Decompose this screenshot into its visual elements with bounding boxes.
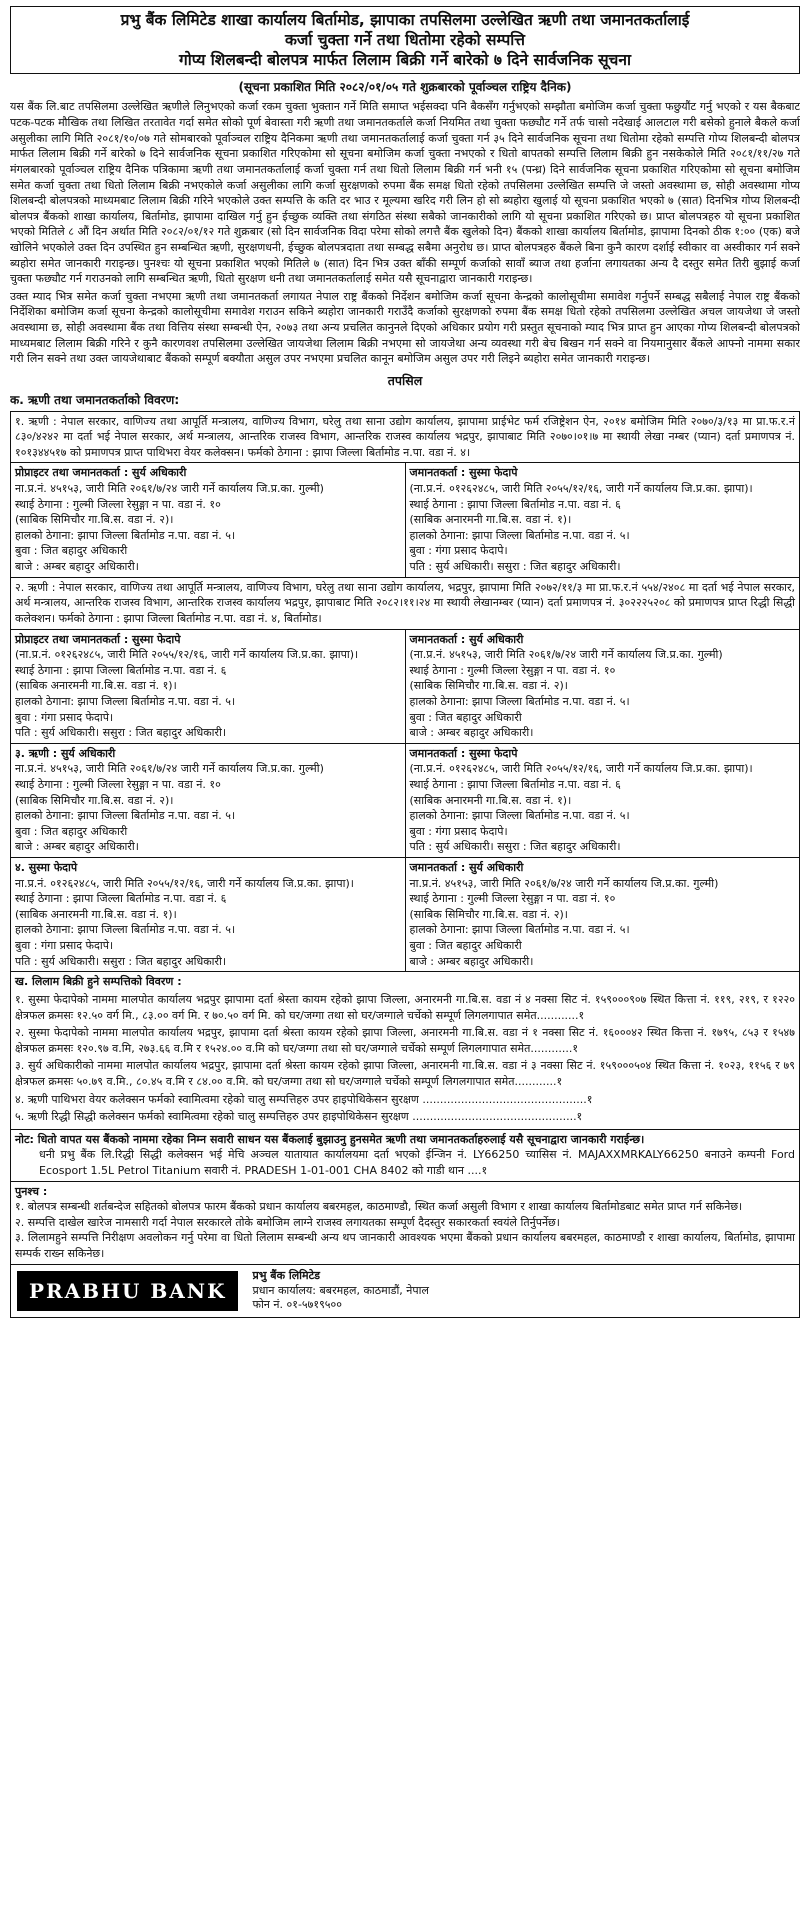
party-line: पति : सुर्य अधिकारी। ससुरा : जित बहादुर अधिकारी। bbox=[409, 560, 621, 574]
tapasil-heading: तपसिल bbox=[387, 372, 423, 388]
party-line: ना.प्र.नं. ४५१५३, जारी मिति २०६१/७/२४ जारी गर्ने कार्यालय जि.प्र.का. गुल्मी) bbox=[15, 762, 324, 776]
notice-header bbox=[10, 6, 800, 74]
postscript-heading: पुनश्च : bbox=[15, 1184, 48, 1198]
note-text: धनी प्रभु बैंक लि.रिद्धी सिद्धी कलेक्सन भई मेचि अञ्चल यातायात कार्यालयमा दर्ता भएको ईन्जिन नं. LY66250 च्यासिस नं. MAJAXXMRKALY66250 बनाउने कम्पनी Ford Ecosport 1.5L Petrol Titanium सवारी नं. PRADESH 1-01-001 CHA 8402 को गाडी थान ....१ bbox=[39, 1148, 795, 1178]
party-line: (ना.प्र.नं. ०१२६२४८५, जारी मिति २०५५/१२/१६, जारी गर्ने कार्यालय जि.प्र.का. झापा)। bbox=[409, 482, 753, 496]
postscript bbox=[11, 1181, 799, 1264]
party-line: (ना.प्र.नं. ४५१५३, जारी मिति २०६१/७/२४ जारी गर्ने कार्यालय जि.प्र.का. गुल्मी) bbox=[409, 648, 723, 662]
party-line: बुवा : जित बहादुर अधिकारी bbox=[15, 824, 128, 838]
party-line: हालको ठेगाना: झापा जिल्ला बिर्तामोड न.पा. वडा नं. ५। bbox=[409, 923, 630, 937]
note-heading: नोट: धितो वापत यस बैंकको नाममा रहेका निम्न सवारी साधन यस बैंकलाई बुझाउनु हुनसमेत ऋणी तथा जमानतकर्ताहरुलाई यसै सूचनाद्वारा जानकारी गराईन्छ। bbox=[15, 1132, 645, 1146]
intro-paragraph-2: उक्त म्याद भित्र समेत कर्जा चुक्ता नभएमा ऋणी तथा जमानतकर्ता लगायत नेपाल राष्ट्र बैंकको निर्देशन बमोजिम कर्जा सूचना केन्द्रको कालोसूचीमा समावेश गर्नुपर्ने सम्बद्ध सबैलाई नेपाल राष्ट्र बैंकको निर्देशिका बमोजिम कर्जा सूचना केन्द्रको कालोसूचीमा समावेश गराउन सकिने ब्यहोरा जानकारी गराउँदै कर्जाको सुरक्षणको रुपमा बैंक समक्ष धितो रहेको तपसिलमा उल्लेखित अचल जायजेथा जे जस्तो अवस्थामा छ, सोही अवस्थामा बैंक तथा वित्तिय संस्था सम्बन्धी ऐन, २०७३ तथा अन्य प्रचलित कानुनले दिएको अधिकार प्रयोग गरी प्रस्तुत सूचनाको म्याद भित्र प्राप्त हुन आएका गोप्य शिलबन्दी बोलपत्रको माध्यमबाट लिलाम बिक्री गरिने र कुनै कारणवश तपसिलमा उल्लेखित जायजेथा लिलाम बिक्री नभएमा सो जायजेथा अन्य व्यवस्था गरी बेच बिखन गर्न सक्ने वा नियमानुसार बैंकले आफ्नो नाममा सकार गरी लिन सक्ने तथा उक्त जायजेथाबाट बैंकको सम्पूर्ण बक्यौता असुल उपर नभएमा प्रचलित कानून बमोजिम असुल उपर गरी लिइने ब्यहोरा समेत जानकारी गराइन्छ। bbox=[10, 289, 800, 366]
party-line: ना.प्र.नं. ४५१५३, जारी मिति २०६१/७/२४ जारी गर्ने कार्यालय जि.प्र.का. गुल्मी) bbox=[15, 482, 324, 496]
party-line: हालको ठेगाना: झापा जिल्ला बिर्तामोड न.पा. वडा नं. ५। bbox=[409, 809, 630, 823]
property-item: २. सुस्मा फेदापेको नाममा मालपोत कार्यालय भद्रपुर, झापामा दर्ता श्रेस्ता कायम रहेको झापा जिल्ला, अनारमनी गा.बि.स. वडा नं १ नक्सा सिट नं. १६०००४२ स्थित कित्ता नं. १७९५, ८५३ र १५४७ क्षेत्रफल क्रमसः १२०.९७ व.मि, २७३.६६ व.मि र १५२४.०० व.मि को घर/जग्गा तथा सो घर/जग्गाले चर्चेको सम्पूर्ण लिगलगापात समेत............१ bbox=[15, 1026, 795, 1055]
party-line: स्थाई ठेगाना : गुल्मी जिल्ला रेसुङ्गा न पा. वडा नं. १० bbox=[409, 663, 616, 677]
bank-address: प्रधान कार्यालय: बबरमहल, काठमाडौं, नेपाल bbox=[252, 1283, 429, 1297]
party-line: (साबिक अनारमनी गा.बि.स. वडा नं. १)। bbox=[409, 513, 572, 527]
party-line: हालको ठेगाना: झापा जिल्ला बिर्तामोड न.पा. वडा नं. ५। bbox=[15, 809, 236, 823]
postscript-item: १. बोलपत्र सम्बन्धी शर्तबन्देज सहितको बोलपत्र फारम बैंकको प्रधान कार्यालय बबरमहल, काठमाण्डौ, स्थित कर्जा असुली विभाग र शाखा कार्यालय बिर्तामोडबाट समेत प्राप्त गर्न सकिनेछ। bbox=[15, 1200, 743, 1214]
party-line: (साबिक अनारमनी गा.बि.स. वडा नं. १)। bbox=[15, 679, 177, 693]
loan-1-right bbox=[405, 463, 800, 576]
loan-3-parties bbox=[11, 743, 799, 857]
loan-3-right bbox=[405, 744, 800, 857]
party-line: बाजे : अम्बर बहादुर अधिकारी। bbox=[409, 726, 534, 740]
property-item: ४. ऋणी पाथिभरा वेयर कलेक्सन फर्मको स्वामित्वमा रहेको चालु सम्पत्तिहरु उपर हाइपोथिकेसन सुरक्षण ...............................................१ bbox=[15, 1092, 593, 1106]
section-kha-heading: ख. लिलाम बिक्री हुने सम्पत्तिको विवरण : bbox=[15, 975, 182, 989]
party-line: हालको ठेगाना: झापा जिल्ला बिर्तामोड न.पा. वडा नं. ५। bbox=[15, 528, 236, 542]
bank-phone: फोन नं. ०१-५७१९५०० bbox=[252, 1298, 342, 1312]
loan-2-left bbox=[11, 630, 405, 743]
party-title: जमानतकर्ता : सुस्मा फेदापे bbox=[409, 466, 518, 480]
loan-2-right bbox=[405, 630, 800, 743]
party-line: (साबिक सिमिचौर गा.बि.स. वडा नं. २)। bbox=[409, 907, 568, 921]
borrower-table bbox=[10, 411, 800, 1319]
vehicle-note bbox=[11, 1129, 799, 1181]
party-line: (साबिक सिमिचौर गा.बि.स. वडा नं. २)। bbox=[409, 679, 568, 693]
party-line: हालको ठेगाना: झापा जिल्ला बिर्तामोड न.पा. वडा नं. ५। bbox=[409, 528, 630, 542]
party-line: हालको ठेगाना: झापा जिल्ला बिर्तामोड न.पा. वडा नं. ५। bbox=[15, 694, 236, 708]
party-line: स्थाई ठेगाना : गुल्मी जिल्ला रेसुङ्गा न पा. वडा नं. १० bbox=[15, 778, 221, 791]
party-title: ४. सुस्मा फेदापे bbox=[15, 861, 78, 875]
party-line: पति : सुर्य अधिकारी। ससुरा : जित बहादुर अधिकारी। bbox=[409, 840, 621, 854]
party-line: (साबिक अनारमनी गा.बि.स. वडा नं. १)। bbox=[15, 907, 177, 921]
title-line-3: गोप्य शिलबन्दी बोलपत्र मार्फत लिलाम बिक्री गर्ने बारेको ७ दिने सार्वजनिक सूचना bbox=[178, 51, 632, 70]
party-line: बुवा : जित बहादुर अधिकारी bbox=[409, 710, 522, 724]
loan-1-left bbox=[11, 463, 405, 576]
party-line: स्थाई ठेगाना : झापा जिल्ला बिर्तामोड न.पा. वडा नं. ६ bbox=[409, 778, 621, 791]
party-title: जमानतकर्ता : सुर्य अधिकारी bbox=[409, 632, 524, 646]
party-line: स्थाई ठेगाना : झापा जिल्ला बिर्तामोड न.पा. वडा नं. ६ bbox=[15, 892, 227, 906]
postscript-item: २. सम्पत्ति दाखेल खारेज नामसारी गर्दा नेपाल सरकारले तोके बमोजिम लाग्ने राजस्व लगायतका सम्पूर्ण दैदस्तुर सकारकर्ता स्वयंले तिर्नुपर्नेछ। bbox=[15, 1215, 560, 1229]
party-line: ना.प्र.नं. ०१२६२४८५, जारी मिति २०५५/१२/१६, जारी गर्ने कार्यालय जि.प्र.का. झापा)। bbox=[15, 876, 354, 890]
bank-name: प्रभु बैंक लिमिटेड bbox=[252, 1268, 321, 1282]
party-line: स्थाई ठेगाना : गुल्मी जिल्ला रेसुङ्गा न पा. वडा नं. १० bbox=[409, 892, 616, 906]
section-ka-heading: क. ऋणी तथा जमानतकर्ताको विवरण: bbox=[10, 392, 180, 407]
postscript-item: ३. लिलामहुने सम्पत्ति निरीक्षण अवलोकन गर्नु परेमा वा धितो लिलाम सम्बन्धी अन्य थप जानकारी आवश्यक भएमा बैंकको प्रधान कार्यालय बबरमहल, काठमाण्डौ र शाखा कार्यालय, बिर्तामोड, झापामा सम्पर्क राख्न सकिनेछ। bbox=[15, 1231, 795, 1261]
party-title: ३. ऋणी : सुर्य अधिकारी bbox=[15, 746, 116, 760]
party-line: हालको ठेगाना: झापा जिल्ला बिर्तामोड न.पा. वडा नं. ५। bbox=[409, 694, 630, 708]
party-line: (ना.प्र.नं. ०१२६२४८५, जारी मिति २०५५/१२/१६, जारी गर्ने कार्यालय जि.प्र.का. झापा)। bbox=[409, 762, 753, 776]
party-line: स्थाई ठेगाना : गुल्मी जिल्ला रेसुङ्गा न पा. वडा नं. १० bbox=[15, 497, 221, 511]
party-line: पति : सुर्य अधिकारी। ससुरा : जित बहादुर अधिकारी। bbox=[15, 726, 227, 740]
bank-contact bbox=[252, 1269, 428, 1314]
party-line: बाजे : अम्बर बहादुर अधिकारी। bbox=[409, 954, 534, 968]
title-line-1: प्रभु बैंक लिमिटेड शाखा कार्यालय बिर्तामोड, झापाका तपसिलमा उल्लेखित ऋणी तथा जमानतकर्तालाई bbox=[120, 11, 690, 29]
loan-4-right bbox=[405, 858, 800, 971]
party-line: बुवा : गंगा प्रसाद फेदापे। bbox=[15, 710, 114, 724]
loan-2-parties bbox=[11, 629, 799, 743]
party-line: बाजे : अम्बर बहादुर अधिकारी। bbox=[15, 560, 139, 574]
party-line: बुवा : गंगा प्रसाद फेदापे। bbox=[15, 939, 114, 953]
property-item: ३. सुर्य अधिकारीको नाममा मालपोत कार्यालय भद्रपुर, झापामा दर्ता श्रेस्ता कायम रहेको झापा जिल्ला, अनारमनी गा.बि.स. वडा नं ३ नक्सा सिट नं. १५९०००५०४ स्थित कित्ता नं. १०२३, ११५६ र ७९ क्षेत्रफल क्रमसः ५०.७९ व.मि., ८०.४५ व.मि र ८४.०० व.मि. को घर/जग्गा तथा सो घर/जग्गाले चर्चेको सम्पूर्ण लिगलगापात समेत............१ bbox=[15, 1059, 795, 1088]
party-line: बुवा : जित बहादुर अधिकारी bbox=[15, 544, 128, 558]
loan-4-left bbox=[11, 858, 405, 971]
published-date: (सूचना प्रकाशित मिति २०८२/०१/०५ गते शुक्रबारको पूर्वाञ्चल राष्ट्रिय दैनिक) bbox=[238, 80, 572, 95]
party-line: ना.प्र.नं. ४५१५३, जारी मिति २०६१/७/२४ जारी गर्ने कार्यालय जि.प्र.का. गुल्मी) bbox=[409, 876, 719, 890]
party-line: (साबिक अनारमनी गा.बि.स. वडा नं. १)। bbox=[409, 793, 572, 807]
party-title: प्रोप्राइटर तथा जमानतकर्ता : सुस्मा फेदापे bbox=[15, 632, 181, 646]
party-line: स्थाई ठेगाना : झापा जिल्ला बिर्तामोड न.पा. वडा नं. ६ bbox=[15, 663, 227, 677]
party-line: हालको ठेगाना: झापा जिल्ला बिर्तामोड न.पा. वडा नं. ५। bbox=[15, 923, 236, 937]
party-line: बाजे : अम्बर बहादुर अधिकारी। bbox=[15, 840, 139, 854]
loan-1-parties bbox=[11, 462, 799, 576]
notice-page bbox=[10, 6, 800, 1917]
party-line: पति : सुर्य अधिकारी। ससुरा : जित बहादुर अधिकारी। bbox=[15, 954, 227, 968]
title-line-2: कर्जा चुक्ता गर्ने तथा धितोमा रहेको सम्पत्ति bbox=[284, 31, 525, 50]
party-line: बुवा : जित बहादुर अधिकारी bbox=[409, 939, 522, 953]
bank-footer bbox=[11, 1264, 799, 1318]
loan-3-left bbox=[11, 744, 405, 857]
loan-2-description: २. ऋणी : नेपाल सरकार, वाणिज्य तथा आपूर्ति मन्त्रालय, वाणिज्य विभाग, घरेलु तथा साना उद्योग कार्यालय, भद्रपुर, झापामा मिति २०७२/११/३ मा प्रा.फ.र.नं ५५४/२४०८ मा दर्ता भई नेपाल सरकार, अर्थ मन्त्रालय, आन्तरिक राजस्व विभाग, आन्तरिक राजस्व कार्यालय भद्रपुर, झापाबाट मिति २०८२।११।२४ मा स्थायी लेखानम्बर (प्यान) दर्ता प्रमाणपत्र नं. ३०२२२५२०८ को प्रमाणपत्र प्राप्त रिद्धी सिद्धी कलेक्शन। फर्मको ठेगाना : झापा जिल्ला बिर्तामोड न.पा. वडा नं. ४, बिर्तामोड। bbox=[11, 577, 799, 629]
party-line: बुवा : गंगा प्रसाद फेदापे। bbox=[409, 544, 508, 558]
party-line: बुवा : गंगा प्रसाद फेदापे। bbox=[409, 824, 508, 838]
prabhu-bank-logo: PRABHU BANK bbox=[17, 1271, 238, 1311]
property-item: ५. ऋणी रिद्धी सिद्धी कलेक्सन फर्मको स्वामित्वमा रहेको चालु सम्पत्तिहरु उपर हाइपोथिकेसन सुरक्षण ...............................................१ bbox=[15, 1110, 583, 1124]
party-line: (ना.प्र.नं. ०१२६२४८५, जारी मिति २०५५/१२/१६, जारी गर्ने कार्यालय जि.प्र.का. झापा)। bbox=[15, 648, 359, 662]
party-line: (साबिक सिमिचौर गा.बि.स. वडा नं. २)। bbox=[15, 793, 174, 807]
party-line: स्थाई ठेगाना : झापा जिल्ला बिर्तामोड न.पा. वडा नं. ६ bbox=[409, 497, 621, 511]
loan-1-description: १. ऋणी : नेपाल सरकार, वाणिज्य तथा आपूर्ति मन्त्रालय, वाणिज्य विभाग, घरेलु तथा साना उद्योग कार्यालय, झापामा प्राईभेट फर्म रजिष्ट्रेशन ऐन, २०१४ बमोजिम मिति २०७०/३/१३ मा प्रा.फ.र.नं ८३०/४२४२ मा दर्ता भई नेपाल सरकार, अर्थ मन्त्रालय, आन्तरिक राजस्व विभाग, आन्तरिक राजस्व कार्यालय भद्रपुर, झापाबाट मिति २०७०।०१।७ मा स्थायी लेखा नम्बर (प्यान) दर्ता प्रमाणपत्र नं. १०१३४४५१७ को प्रमाणपत्र प्राप्त पाथिभरा वेयर कलेक्सन। फर्मको ठेगाना : झापा जिल्ला बिर्तामोड न.पा. वडा नं. ४। bbox=[15, 414, 795, 459]
party-line: (साबिक सिमिचौर गा.बि.स. वडा नं. २)। bbox=[15, 513, 174, 527]
property-item: १. सुस्मा फेदापेको नाममा मालपोत कार्यालय भद्रपुर झापामा दर्ता श्रेस्ता कायम रहेको झापा जिल्ला, अनारमनी गा.बि.स. वडा नं ४ नक्सा सिट नं. १५९०००९०७ स्थित कित्ता नं. ११९, २१९, र १२२० क्षेत्रफल क्रमसः १२.५० वर्ग मि., ८३.०० वर्ग मि. र ७०.५० वर्ग मि. को घर/जग्गा तथा सो घर/जग्गाले चर्चेको सम्पूर्ण लिगलगापात समेत............१ bbox=[15, 992, 795, 1022]
property-list bbox=[11, 971, 799, 1128]
party-title: प्रोप्राइटर तथा जमानतकर्ता : सुर्य अधिकारी bbox=[15, 466, 187, 480]
loan-4-parties bbox=[11, 857, 799, 971]
party-title: जमानतकर्ता : सुर्य अधिकारी bbox=[409, 861, 524, 875]
intro-paragraph-1: यस बैंक लि.बाट तपसिलमा उल्लेखित ऋणीले लिनुभएको कर्जा रकम चुक्ता भुक्तान गर्ने मिति समाप्त भईसक्दा पनि बैकसँग गर्नुभएको सम्झौता बमोजिम कर्जा चुक्ता फछुयौंट गर्नु भएको र यस बैकबाट पटक-पटक मौखिक तथा लिखित तरतावेत गर्दा समेत सोको पूर्ण बेवास्ता गरी ऋणी तथा जमानतकर्ताले कर्जा नियमित तथा चुक्ता फछ्यौट गर्ने तर्फ चासो नदेखाई आलटाल गरी बसेको हुनाले बैकले कर्जा असुलीका लागि मिति २०८१/१०/०७ गते सोमबारको पूर्वाञ्चल राष्ट्रिय दैनिकमा ऋणी तथा जमानतकर्तालाई कर्जा चुक्ता गर्न ३५ दिने सार्वजनिक सूचना तथा धितोमा रहेको सम्पत्ति गोप्य शिलबन्दी बोलपत्र मार्फत लिलाम बिक्री गर्ने बारेको ७ दिने सार्वजनिक सूचना प्रकाशित गरिएकोमा सो सूचना बमोजिम कर्जा चुक्ता नभएको र धितो बापतको सम्पत्ति लिलाम बिक्री हुन नसकेकोले मिति २०८१/११/२७ गते मंगलबारको पूर्वाञ्चल राष्ट्रिय दैनिक पत्रिकामा ऋणी तथा जमानतकर्तालाई कर्जा चुक्ता गर्न तथा धितो लिलाम बिक्री गर्न भनी १५ (पन्ध्र) दिने सार्वजनिक सूचना प्रकाशित गरिएकोमा सो सूचना बमोजिम समेत कर्जा चुक्ता तथा धितो लिलाम बिक्री नभएकोले कर्जा असुलीका लागि कर्जा सुरक्षणको रुपमा बैंक समक्ष धितो रहेको तपसिलमा उल्लेखित सम्पत्ति जे जस्तो अवस्थामा छ, सोही अवस्थामा गोप्य शिलबन्दी बोलपत्रको माध्यमबाट लिलाम बिक्री गरिने भएकोले उक्त सम्पत्ति के कति दर भाउ र मूल्यमा खरिद गरी लिन हो सो ब्यहोरा खुलाई यो सूचना प्रकाशित भएको ७ (सात) दिनभित्र गोप्य शिलबन्दी बोलपत्र बैंकको शाखा कार्यालय, बिर्तामोड, झापामा दाखिल गर्नु हुन ईच्छुक व्यक्ति तथा संगठित संस्था सबैको जानकारीको लागि यो सूचना प्रकाशित गरिएको छ। प्राप्त बोलपत्रहरु यो सूचना प्रकाशित भएको मितिले ८ औं दिन अर्थात मिति २०८२/०१/१२ गते शुक्रबार (सो दिन सार्वजनिक विदा परेमा सोको लगत्तै बैंक खुलेको दिन) बैंकको शाखा कार्यालय बिर्तामोड, झापामा दिनको ठीक १:०० (एक) बजे खोलिने भएकोले उक्त दिन उपस्थित हुन सम्बन्धित ऋणी, सुरक्षणधनी, ईच्छुक बोलपत्रदाता तथा सम्बद्ध सबैमा अनुरोध छ। प्राप्त बोलपत्रहरु बैंकले बिना कुनै कारण दर्शाई स्वीकार वा अस्वीकार गर्न सक्ने ब्यहोरा समेत जानकारी गराइन्छ। पुनश्चः यो सूचना प्रकाशित भएको मितिले ७ (सात) दिन भित्र उक्त बाँकी सम्पूर्ण कर्जाको सावाँ ब्याज तथा हर्जाना लगायतका अन्य दै दस्तुर समेत तिरी बुझाई कर्जा चुक्ता फछ्यौट गर्न गराउनको लागि सम्बन्धित ऋणी, धितो सुरक्षण धनी तथा जमानतकर्तालाई समेत यसै सूचनाद्वारा जानकारी गराइन्छ। bbox=[10, 100, 800, 286]
party-title: जमानतकर्ता : सुस्मा फेदापे bbox=[409, 746, 518, 760]
